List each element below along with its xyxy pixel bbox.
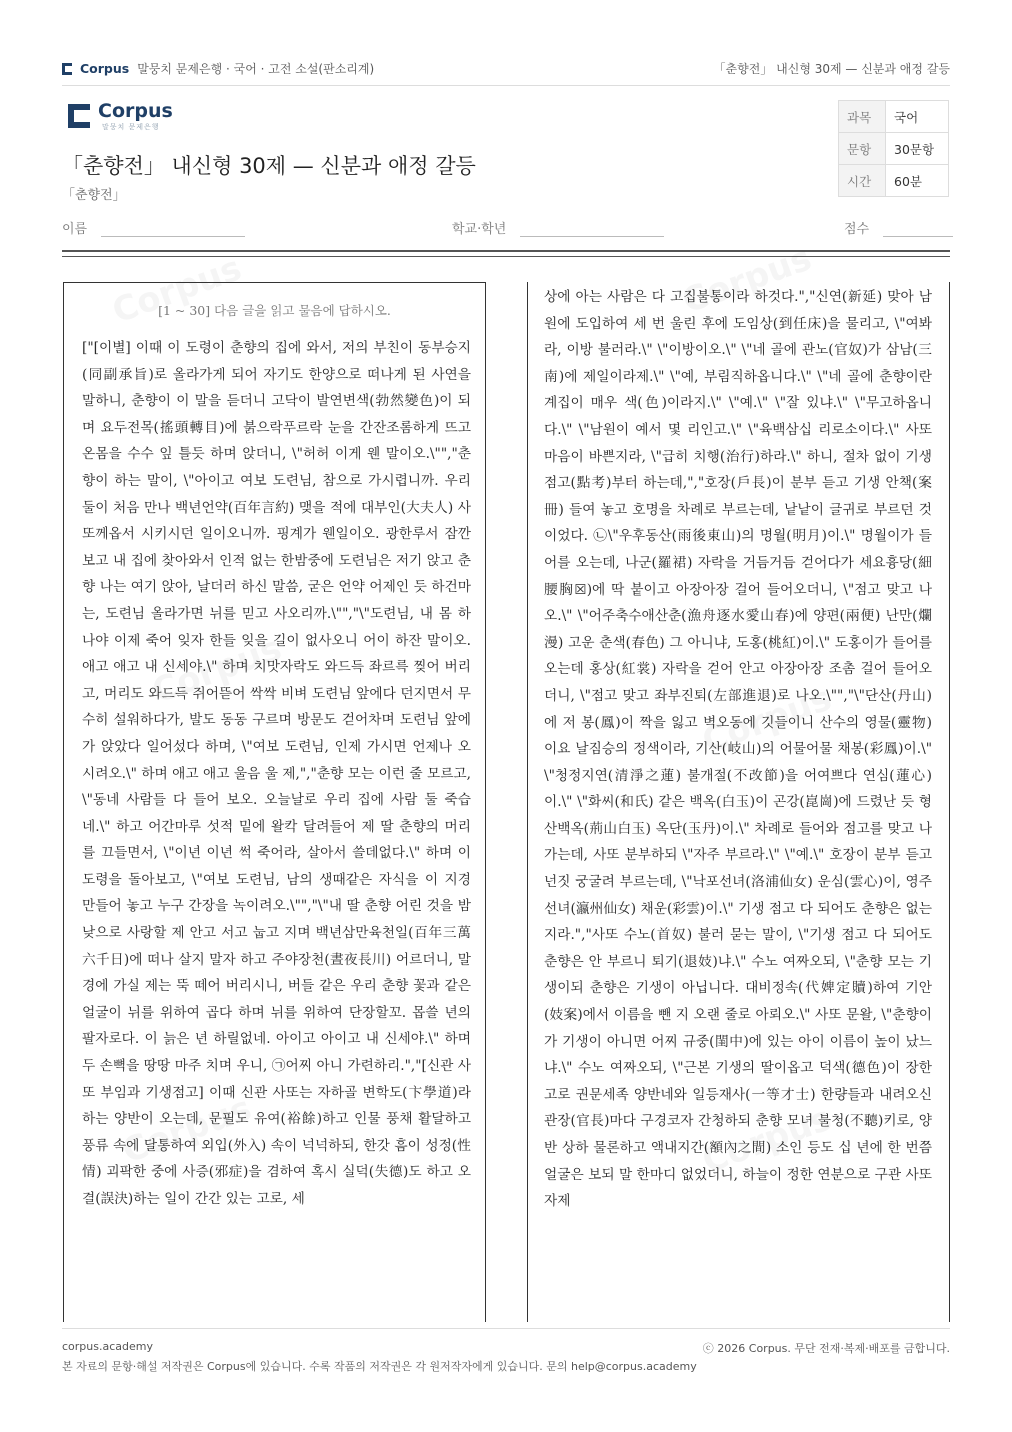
meta-key: 시간 <box>839 165 886 197</box>
column-rule-right <box>949 282 950 1322</box>
passage-text-right: 상에 아는 사람은 다 고집불통이라 하것다.","신연(新延) 맞아 남원에 도입하여 세 번 울린 후에 도임상(到任床)을 물리고, \"여봐라, 이방 불러라.\" \"이방이오.\" \"네 골에 관노(官奴)가 삼남(三南)에 제일이라제.\" \"예, 부림직하옵니다.\" \"네 골에 춘향이란 계집이 매우 색(色)이라지.\" \"예.\" \"잘 있냐.\" \"무고하옵니다.\" \"남원이 예서 몇 리인고.\" \"육백삼십 리로소이다.\" 사또 마음이 바쁜지라, \"급히 치행(治行)하라.\" 하니, 절차 없이 기생 점고(點考)부터 하는데,","호장(戶長)이 분부 듣고 기생 안책(案冊) 들여 놓고 호명을 차례로 부르는데, 낱낱이 글귀로 부르던 것이었다. ㉡\"우후동산(雨後東山)의 명월(明月)이.\" 명월이가 들어를 오는데, 나군(羅裙) 자락을 거듬거듬 걷어다가 세요흉당(細腰胸☒)에 딱 붙이고 아장아장 걸어 들어오더니, \"점고 맞고 나오.\" \"어주축수애산춘(漁舟逐水愛山春)에 양편(兩便) 난만(爛漫) 고운 춘색(春色) 그 아니냐, 도홍(桃紅)이.\" 도홍이가 들어를 오는데 홍상(紅裳) 자락을 걷어 안고 아장아장 조촘 걸어 들어오더니, \"점고 맞고 좌부진퇴(左部進退)로 나오.\"","\"단산(丹山)에 저 봉(鳳)이 짝을 잃고 벽오동에 깃들이니 산수의 영물(靈物)이요 날짐승의 정색이라, 기산(岐山)의 어물어물 채봉(彩鳳)이.\" \"청정지연(清淨之蓮) 불개절(不改節)을 어여쁘다 연심(蓮心)이.\" \"화씨(和氏) 같은 백옥(白玉)이 곤강(崑崗)에 드렸난 듯 형산백옥(荊山白玉) 옥단(玉丹)이.\" 차례로 들어와 점고를 맞고 나가는데, 사또 분부하되 \"자주 부르라.\" \"예.\" 호장이 분부 듣고 넌짓 궁굴려 부르는데, \"낙포선녀(洛浦仙女) 운심(雲心)이, 영주선녀(瀛州仙女) 채운(彩雲)이.\" 기생 점고 다 되어도 춘향은 없는지라.","사또 수노(首奴) 불러 묻는 말이, \"기생 점고 다 되어도 춘향은 안 부르니 퇴기(退妓)냐.\" 수노 여짜오되, \"춘향 모는 기생이되 춘향은 기생이 아닙니다. 대비정속(代婢定贖)하여 기안(妓案)에서 이름을 뺀 지 오랜 줄로 아뢰오.\" 사또 문왈, \"춘향이가 기생이 아니면 어찌 규중(閨中)에 있는 아이 이름이 높이 났느냐.\" 수노 여짜오되, \"근본 기생의 딸이옵고 덕색(德色)이 장한 고로 권문세족 양반네와 일등재사(一等才士) 한량들과 내려오신 관장(官長)마다 구경코자 간청하되 춘향 모녀 불청(不聽)키로, 양반 상하 물론하고 액내지간(額內之間) 소인 등도 십 년에 한 번쯤 얼굴은 보되 말 한마디 없었더니, 하늘이 정한 연분으로 구관 사또 자제 <box>544 289 932 1210</box>
school-label: 학교·학년 <box>452 222 507 237</box>
score-field[interactable] <box>844 218 953 237</box>
score-blank[interactable] <box>883 220 953 237</box>
footer-site: corpus.academy <box>62 1340 153 1353</box>
corpus-mark-icon <box>68 104 90 128</box>
meta-key: 문항 <box>839 133 886 165</box>
running-header-title: 「춘향전」 내신형 30제 — 신분과 애정 갈등 <box>713 62 950 76</box>
name-label: 이름 <box>62 222 88 237</box>
column-rule-left <box>527 282 528 1322</box>
name-field[interactable] <box>62 218 245 237</box>
score-label: 점수 <box>844 222 870 237</box>
meta-value: 국어 <box>886 101 949 133</box>
header-divider <box>62 85 950 86</box>
corpus-logo-icon <box>62 63 72 75</box>
exam-meta-table <box>838 100 949 197</box>
meta-row-questions <box>839 133 949 165</box>
school-field[interactable] <box>452 218 664 237</box>
breadcrumb: 말뭉치 문제은행 · 국어 · 고전 소설(판소리계) <box>137 62 375 76</box>
running-header <box>62 58 950 80</box>
running-header-left <box>62 60 374 77</box>
name-blank[interactable] <box>101 220 245 237</box>
instruction: [1 ~ 30] 다음 글을 읽고 물음에 답하시오. <box>158 303 391 318</box>
footer-divider <box>62 1328 950 1329</box>
meta-value: 60분 <box>886 165 949 197</box>
passage-box <box>63 282 486 1322</box>
meta-key: 과목 <box>839 101 886 133</box>
meta-row-time <box>839 165 949 197</box>
footer-copyright: ⓒ 2026 Corpus. 무단 전재·복제·배포를 금합니다. <box>702 1342 950 1355</box>
meta-value: 30문항 <box>886 133 949 165</box>
document-title: 「춘향전」 내신형 30제 — 신분과 애정 갈등 <box>62 154 476 178</box>
footer-notice: 본 자료의 문항·해설 저작권은 Corpus에 있습니다. 수록 작품의 저작권은 각 원저작자에게 있습니다. 문의 help@corpus.academy <box>62 1360 697 1373</box>
logo-wordmark: Corpus <box>98 100 173 122</box>
school-blank[interactable] <box>520 220 664 237</box>
logo-tagline: 말뭉치 문제은행 <box>102 123 160 131</box>
header-double-rule <box>62 250 950 257</box>
running-header-brand: Corpus <box>80 61 130 76</box>
document-subtitle: 「춘향전」 <box>62 188 126 203</box>
meta-row-subject <box>839 101 949 133</box>
passage-text-left: ["[이별] 이때 이 도령이 춘향의 집에 와서, 저의 부친이 동부승지(同副承旨)로 올라가게 되어 자기도 한양으로 떠나게 된 사연을 말하니, 춘향이 이 말을 듣더니 고닥이 발연변색(勃然變色)이 되며 요두전목(搖頭轉目)에 붉으락푸르락 눈을 간잔조롬하게 뜨고 온몸을 수수 잎 틀듯 하며 앉더니, \"허허 이게 웬 말이오.\"","춘향이 하는 말이, \"아이고 여보 도련님, 참으로 가시렵니까. 우리 둘이 처음 만나 백년언약(百年言約) 맺을 적에 대부인(大夫人) 사또께옵서 시키시던 일이오니까. 핑계가 웬일이오. 광한루서 잠깐 보고 내 집에 찾아와서 인적 없는 한밤중에 도련님은 저기 앉고 춘향 나는 여기 앉아, 날더러 하신 말씀, 굳은 언약 어제인 듯 하건마는, 도련님 올라가면 뉘를 믿고 사오리까.\"","\"도련님, 내 몸 하나야 이제 죽어 잊자 한들 잊을 길이 없사오니 어이 하잔 말이오. 애고 애고 내 신세야.\" 하며 치맛자락도 와드득 좌르륵 찢어 버리고, 머리도 와드득 쥐어뜯어 싹싹 비벼 도련님 앞에다 던지면서 무수히 설워하다가, 발도 동동 구르며 방문도 걷어차며 도련님 앞에 가 앉았다 일어섰다 하며, \"여보 도련님, 인제 가시면 언제나 오시려오.\" 하며 애고 애고 울음 울 제,","춘향 모는 이런 줄 모르고, \"동네 사람들 다 들어 보오. 오늘날로 우리 집에 사람 둘 죽습네.\" 하고 어간마루 섯적 밑에 왈칵 달려들어 제 딸 춘향의 머리를 끄들면서, \"이년 이년 썩 죽어라, 살아서 쓸데없다.\" 하며 이 도령을 돌아보고, \"여보 도련님, 남의 생때같은 자식을 이 지경 만들어 놓고 누구 간장을 녹이려오.\"","\"내 딸 춘향 어린 것을 밤낮으로 사랑할 제 안고 서고 눕고 지며 백년삼만육천일(百年三萬六千日)에 떠나 살지 말자 하고 주야장천(晝夜長川) 어르더니, 말경에 가실 제는 뚝 떼어 버리시니, 버들 같은 우리 춘향 꽃과 같은 얼굴이 뉘를 위하여 곱다 하며 뉘를 위하여 단장할꼬. 몹쓸 년의 팔자로다. 이 늙은 년 하릴없네. 아이고 아이고 내 신세야.\" 하며 두 손뼉을 땅땅 마주 치며 우니, ㉠어찌 아니 가련하리.","[신관 사또 부임과 기생점고] 이때 신관 사또는 자하골 변학도(卞學道)라 하는 양반이 오는데, 문필도 유여(裕餘)하고 인물 풍채 활달하고 풍류 속에 달통하여 외입(外入) 속이 넉넉하되, 한갓 흠이 성정(性情) 괴팍한 중에 사증(邪症)을 겸하여 혹시 실덕(失德)도 하고 오결(誤決)하는 일이 간간 있는 고로, 세 <box>82 340 471 1207</box>
